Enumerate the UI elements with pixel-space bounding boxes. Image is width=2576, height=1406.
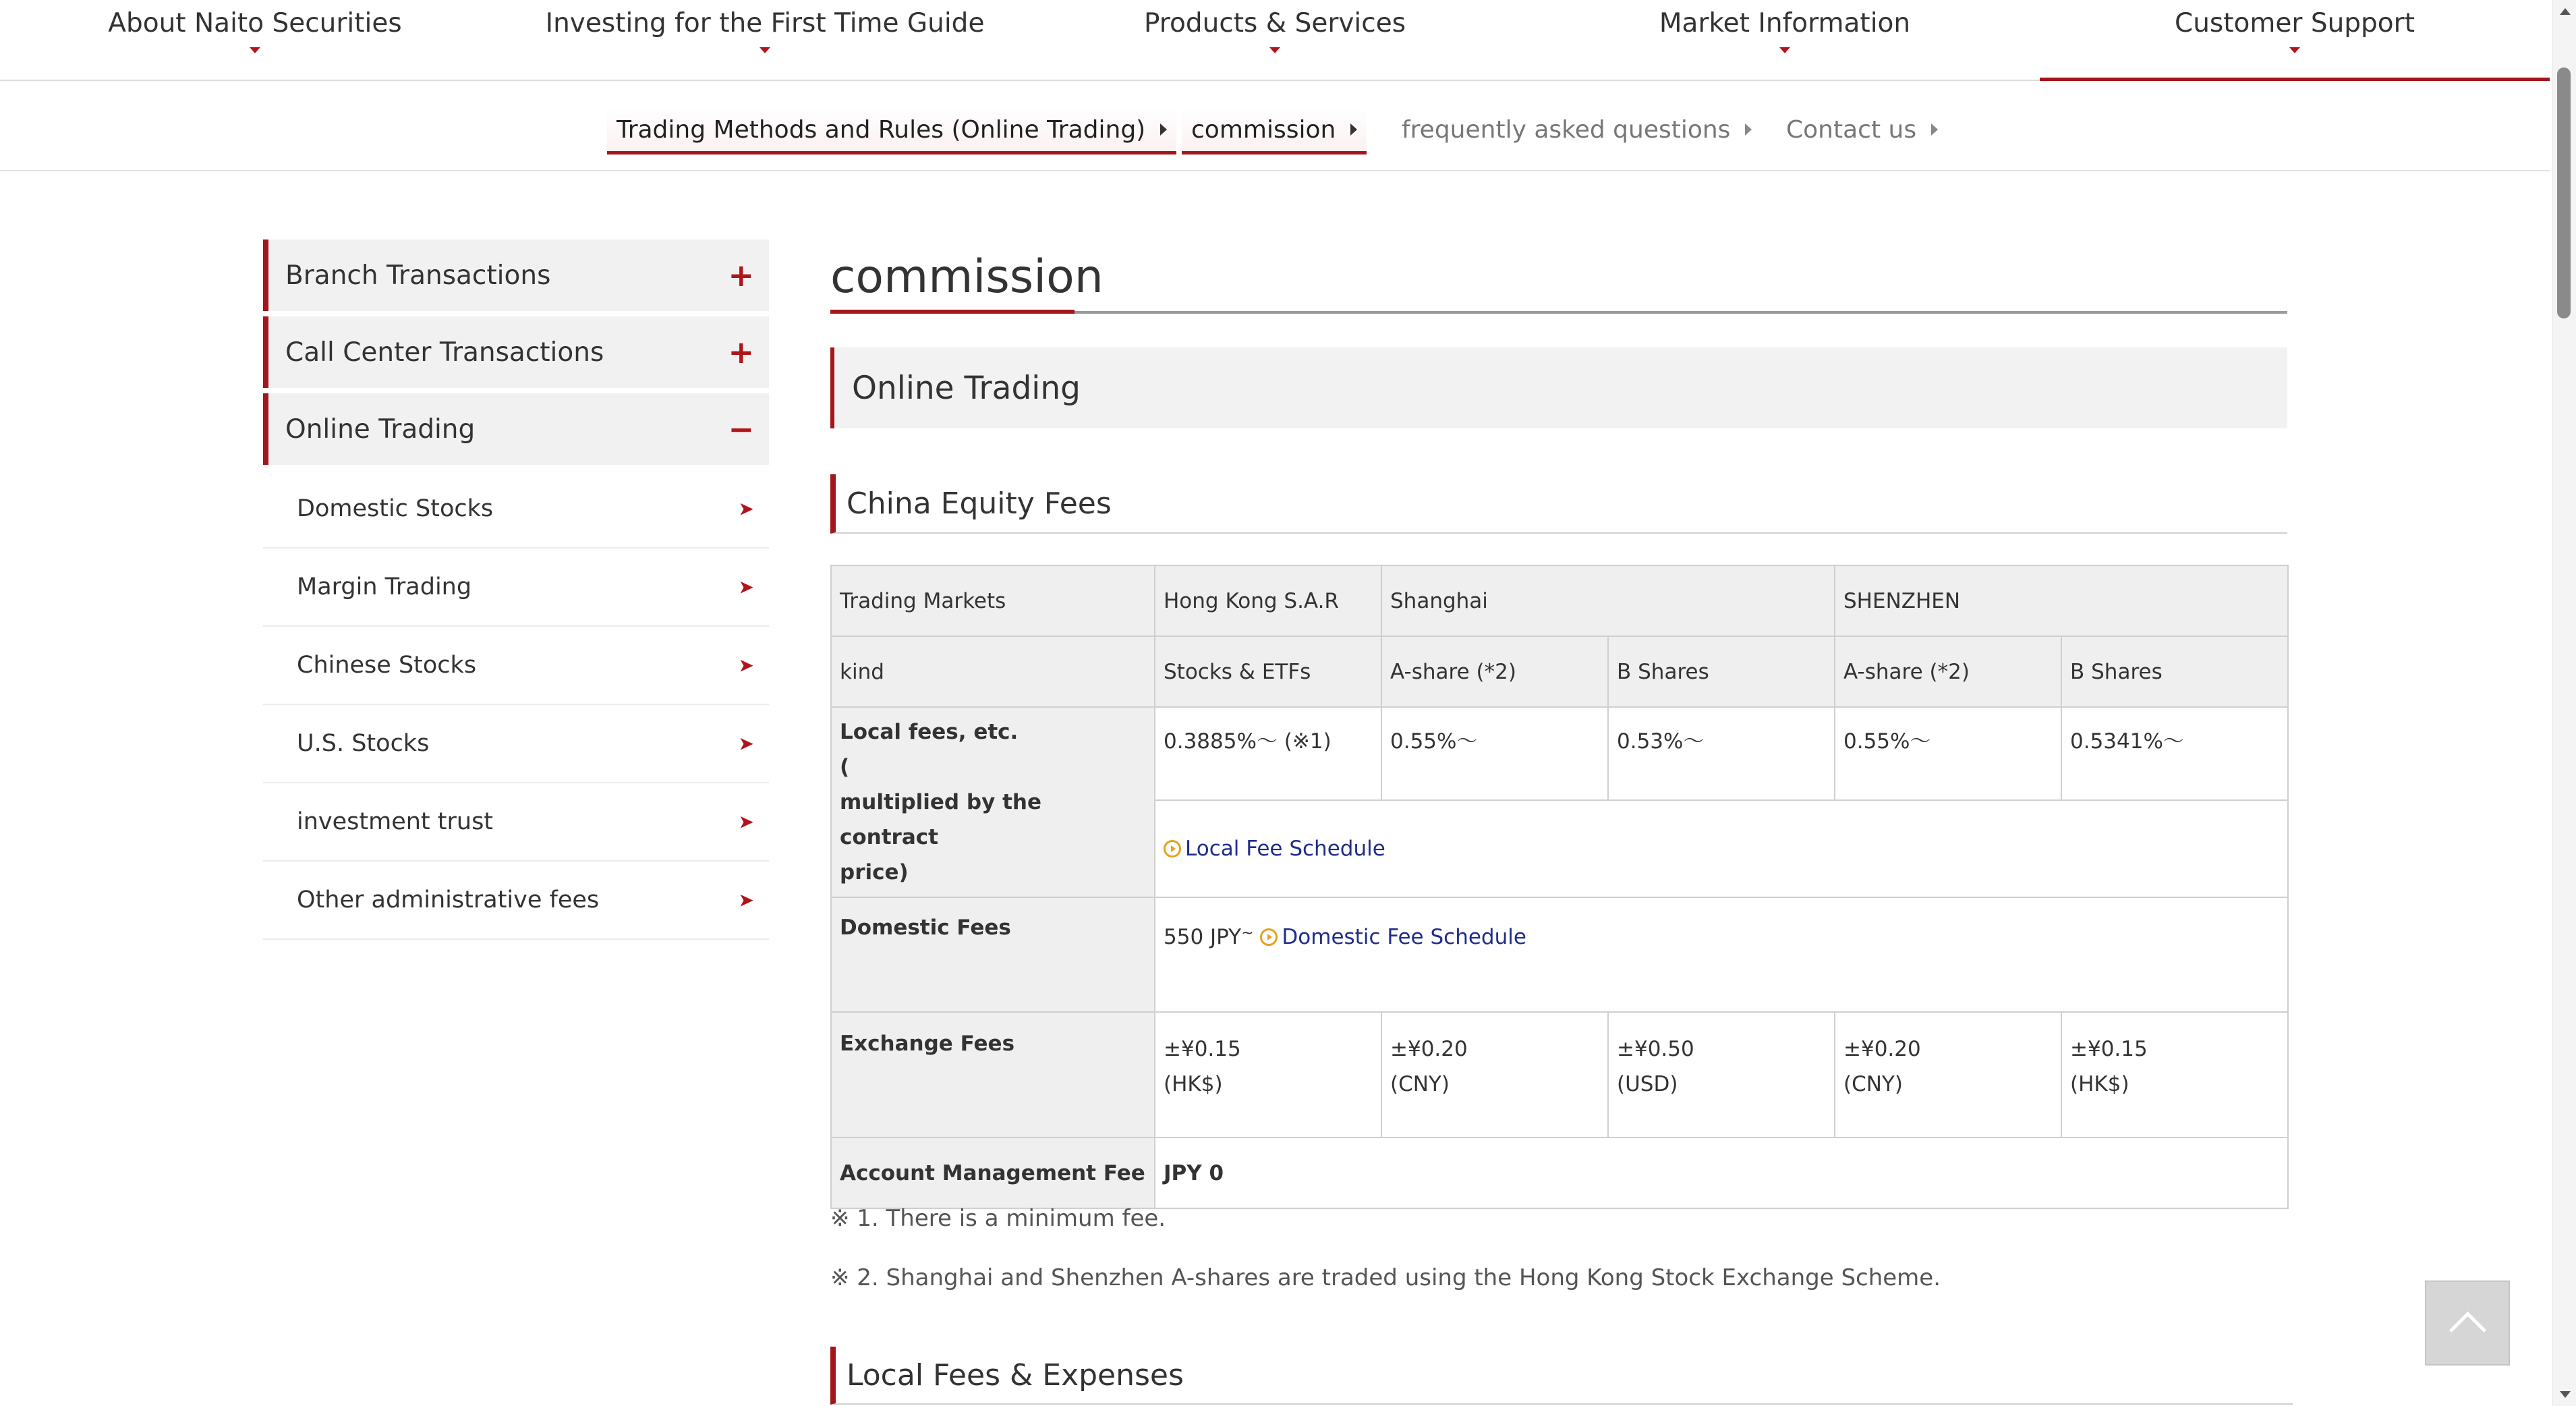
arrow-right-icon: ➤ [738, 732, 754, 755]
row-header-local-fees [831, 707, 1155, 897]
table-row [831, 707, 2288, 800]
local-fee-cell: 0.55%〜 [1835, 707, 2061, 800]
page-title [830, 240, 2287, 314]
account-fee-cell: JPY 0 [1155, 1137, 2288, 1208]
domestic-fee-schedule-link[interactable] [1260, 925, 1526, 949]
caret-down-icon [2289, 47, 2300, 53]
subnav-label: Contact us [1786, 115, 1917, 144]
domestic-fee-sup: ~ [1241, 925, 1254, 942]
exchange-fee-amount: ±¥0.15 [2070, 1037, 2148, 1061]
arrow-right-icon: ➤ [738, 810, 754, 833]
subnav-label: frequently asked questions [1402, 115, 1731, 144]
china-equity-fee-table [830, 565, 2289, 1209]
subnav-commission[interactable] [1182, 108, 1367, 154]
subsection-heading-text: Local Fees & Expenses [847, 1357, 1184, 1393]
main-content [830, 240, 2287, 1209]
row-header-line: price) [840, 860, 909, 884]
exchange-fee-amount: ±¥0.50 [1617, 1037, 1694, 1061]
row-header-line: ( [840, 755, 850, 779]
nav-first-time-guide[interactable] [510, 0, 1020, 80]
table-row [831, 565, 2288, 636]
scroll-down-arrow-icon[interactable] [2560, 1391, 2571, 1398]
global-nav [0, 0, 2550, 81]
sidebar-section-label: Call Center Transactions [285, 337, 604, 368]
kind-cell: B Shares [1608, 636, 1835, 707]
page-title-text: commission [830, 250, 1104, 304]
arrow-right-icon: ➤ [738, 497, 754, 520]
exchange-fee-cell [1155, 1012, 1381, 1137]
nav-label: Investing for the First Time Guide [545, 8, 985, 38]
sidebar-item-label: Chinese Stocks [297, 652, 477, 679]
nav-label: About Naito Securities [108, 8, 402, 38]
market-shanghai: Shanghai [1381, 565, 1835, 636]
arrow-right-icon: ➤ [738, 575, 754, 598]
row-header-kind: kind [831, 636, 1155, 707]
sidebar-item-label: Domestic Stocks [297, 495, 494, 522]
caret-down-icon [760, 47, 770, 53]
caret-right-icon [1931, 123, 1938, 136]
row-header-line: Local fees, etc. [840, 720, 1019, 744]
table-row [831, 636, 2288, 707]
row-header-exchange: Exchange Fees [831, 1012, 1155, 1137]
caret-down-icon [250, 47, 260, 53]
table-row [831, 1012, 2288, 1137]
link-text: Local Fee Schedule [1185, 837, 1385, 861]
arrow-right-icon: ➤ [738, 654, 754, 677]
sidebar-item-margin-trading[interactable] [263, 549, 769, 627]
footnote-2: ※ 2. Shanghai and Shenzhen A-shares are traded using the Hong Kong Stock Exchange Scheme. [830, 1264, 1941, 1291]
arrow-right-icon: ➤ [738, 889, 754, 911]
local-fee-cell: 0.53%〜 [1608, 707, 1835, 800]
link-text: Domestic Fee Schedule [1282, 925, 1526, 949]
domestic-fee-value: 550 JPY [1164, 925, 1242, 949]
exchange-fee-cell [1835, 1012, 2061, 1137]
subsection-heading-text: China Equity Fees [847, 486, 1112, 521]
scroll-up-arrow-icon[interactable] [2560, 8, 2571, 15]
kind-cell: Stocks & ETFs [1155, 636, 1381, 707]
subsection-heading-local-fees [830, 1347, 2293, 1405]
exchange-fee-amount: ±¥0.20 [1390, 1037, 1468, 1061]
sidebar-item-us-stocks[interactable] [263, 705, 769, 783]
caret-right-icon [1350, 123, 1357, 136]
exchange-fee-currency: (USD) [1617, 1072, 1678, 1096]
table-row [831, 1137, 2288, 1208]
plus-icon[interactable]: + [728, 334, 754, 370]
nav-products-services[interactable] [1020, 0, 1530, 80]
circle-arrow-icon [1260, 928, 1278, 946]
exchange-fee-currency: (HK$) [1164, 1072, 1223, 1096]
exchange-fee-currency: (CNY) [1843, 1072, 1903, 1096]
nav-customer-support[interactable] [2040, 0, 2550, 80]
nav-market-information[interactable] [1530, 0, 2040, 80]
sidebar-section-label: Online Trading [285, 414, 476, 445]
sidebar-item-label: Other administrative fees [297, 887, 600, 913]
exchange-fee-currency: (HK$) [2070, 1072, 2129, 1096]
nav-label: Customer Support [2174, 8, 2415, 38]
section-heading [830, 347, 2287, 428]
sidebar-item-chinese-stocks[interactable] [263, 627, 769, 705]
table-row [831, 897, 2288, 1012]
local-fee-cell: 0.5341%〜 [2061, 707, 2288, 800]
exchange-fee-cell [2061, 1012, 2288, 1137]
local-fee-cell: 0.3885%〜 (※1) [1155, 707, 1381, 800]
local-fee-link-cell [1155, 800, 2288, 897]
subnav-trading-methods[interactable] [607, 108, 1176, 154]
caret-right-icon [1745, 123, 1752, 136]
domestic-fee-cell [1155, 897, 2288, 1012]
sidebar-section-online-trading[interactable] [263, 393, 769, 465]
exchange-fee-cell [1381, 1012, 1608, 1137]
nav-label: Products & Services [1143, 8, 1406, 38]
footnote-1: ※ 1. There is a minimum fee. [830, 1205, 1166, 1232]
minus-icon[interactable]: − [728, 411, 754, 447]
subsection-heading [830, 474, 2287, 534]
local-fee-cell: 0.55%〜 [1381, 707, 1608, 800]
section-heading-text: Online Trading [852, 369, 1081, 407]
subnav-contact[interactable] [1786, 108, 1938, 151]
sidebar-item-other-fees[interactable] [263, 862, 769, 940]
caret-right-icon [1160, 123, 1167, 136]
market-shenzhen: SHENZHEN [1835, 565, 2288, 636]
row-header-line: multiplied by the contract [840, 790, 1041, 849]
nav-label: Market Information [1659, 8, 1911, 38]
sidebar-item-domestic-stocks[interactable] [263, 470, 769, 549]
back-to-top-button[interactable] [2425, 1281, 2510, 1366]
sidebar-item-investment-trust[interactable] [263, 783, 769, 862]
sidebar-section-branch[interactable] [263, 240, 769, 311]
plus-icon[interactable]: + [728, 257, 754, 293]
sidebar-item-label: investment trust [297, 808, 494, 835]
exchange-fee-amount: ±¥0.20 [1843, 1037, 1921, 1061]
subnav-faq[interactable] [1402, 108, 1752, 151]
kind-cell: A-share (*2) [1835, 636, 2061, 707]
sidebar-item-label: Margin Trading [297, 573, 472, 600]
exchange-fee-currency: (CNY) [1390, 1072, 1450, 1096]
sidebar-section-call-center[interactable] [263, 316, 769, 388]
row-header-markets: Trading Markets [831, 565, 1155, 636]
caret-down-icon [1269, 47, 1280, 53]
market-hong-kong: Hong Kong S.A.R [1155, 565, 1381, 636]
nav-about[interactable] [0, 0, 510, 80]
row-header-domestic: Domestic Fees [831, 897, 1155, 1012]
exchange-fee-amount: ±¥0.15 [1164, 1037, 1241, 1061]
subnav-label: Trading Methods and Rules (Online Trading) [617, 115, 1146, 144]
subnav-label: commission [1191, 115, 1336, 144]
caret-down-icon [1779, 47, 1790, 53]
sidebar-section-label: Branch Transactions [285, 260, 551, 291]
row-header-account: Account Management Fee [831, 1137, 1155, 1208]
kind-cell: A-share (*2) [1381, 636, 1608, 707]
local-fee-schedule-link[interactable] [1164, 837, 1385, 861]
sidebar [263, 240, 769, 940]
sub-nav [0, 81, 2550, 171]
page-scrollbar[interactable] [2552, 0, 2576, 1406]
scrollbar-thumb[interactable] [2557, 67, 2571, 318]
kind-cell: B Shares [2061, 636, 2288, 707]
exchange-fee-cell [1608, 1012, 1835, 1137]
sidebar-item-label: U.S. Stocks [297, 730, 430, 757]
circle-arrow-icon [1164, 840, 1181, 857]
